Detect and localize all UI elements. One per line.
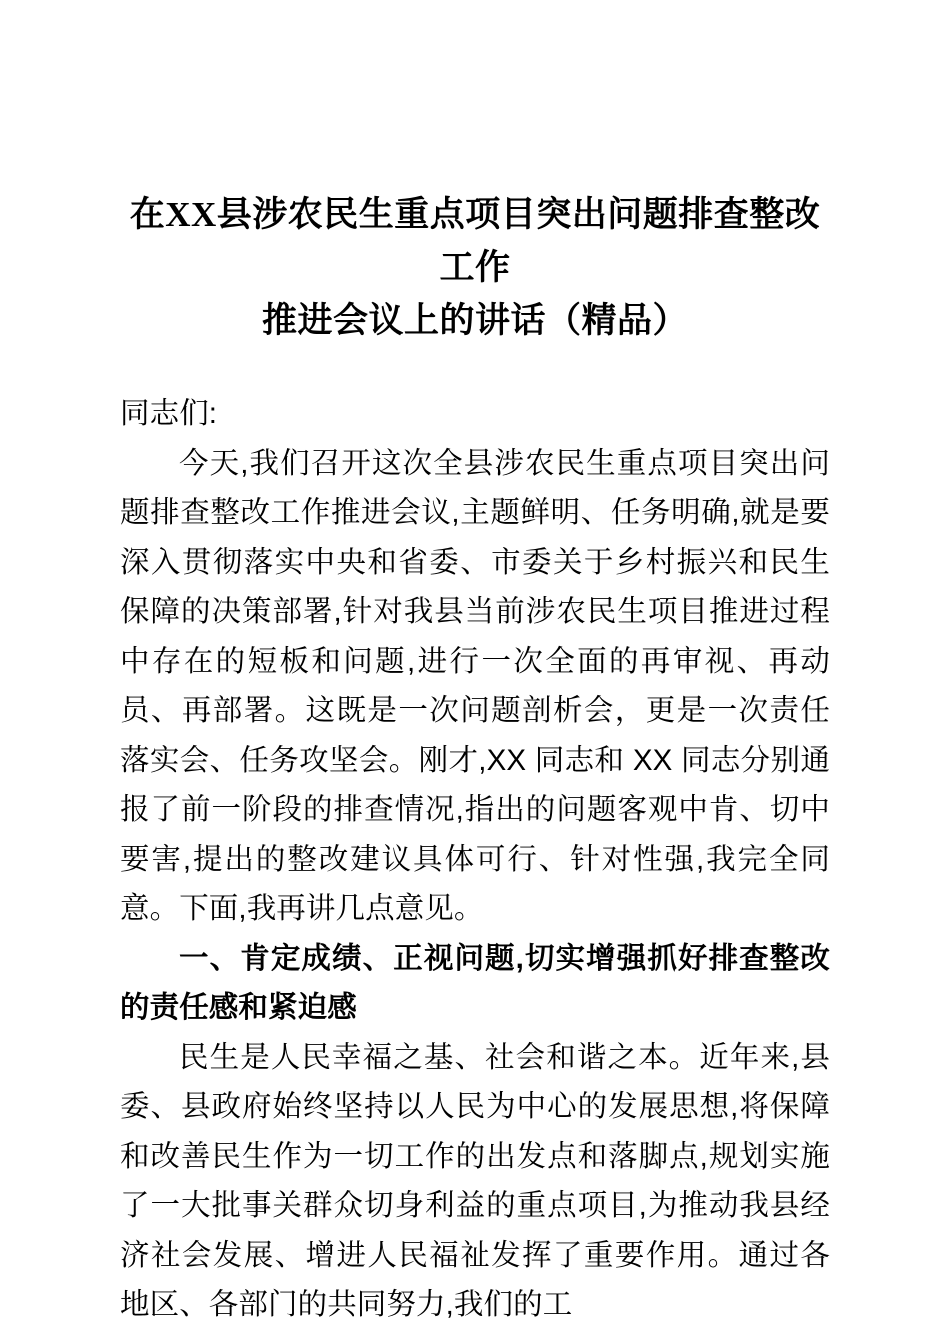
section-heading-one: 一、肯定成绩、正视问题,切实增强抓好排查整改的责任感和紧迫感 [120,941,830,1024]
paragraph-opening: 今天,我们召开这次全县涉农民生重点项目突出问题排查整改工作推进会议,主题鲜明、任务明确,就是要深入贯彻落实中央和省委、市委关于乡村振兴和民生保障的决策部署,针对我县当前涉农民生项目推进过程中存在的短板和问题,进行一次全面的再审视、再动员、再部署。这既是一次问题剖析会，更是一次责任落实会、任务攻坚会。刚才,XX 同志和 XX 同志分别通报了前一阶段的排查情况,指出的问题客观中肯、切中要害,提出的整改建议具体可行、针对性强,我完全同意。下面,我再讲几点意见。 [120,446,830,925]
page-title [120,0,830,347]
salutation: 同志们: [120,397,218,430]
document-body [120,389,830,1330]
title-line-2: 推进会议上的讲话（精品） [261,301,688,340]
paragraph-section-one-body: 民生是人民幸福之基、社会和谐之本。近年来,县委、县政府始终坚持以人民为中心的发展思想,将保障和改善民生作为一切工作的出发点和落脚点,规划实施了一大批事关群众切身利益的重点项目,为推动我县经济社会发展、增进人民福祉发挥了重要作用。通过各地区、各部门的共同努力,我们的工 [120,1040,830,1321]
title-line-1: 在XX县涉农民生重点项目突出问题排查整改工作 [129,195,821,287]
